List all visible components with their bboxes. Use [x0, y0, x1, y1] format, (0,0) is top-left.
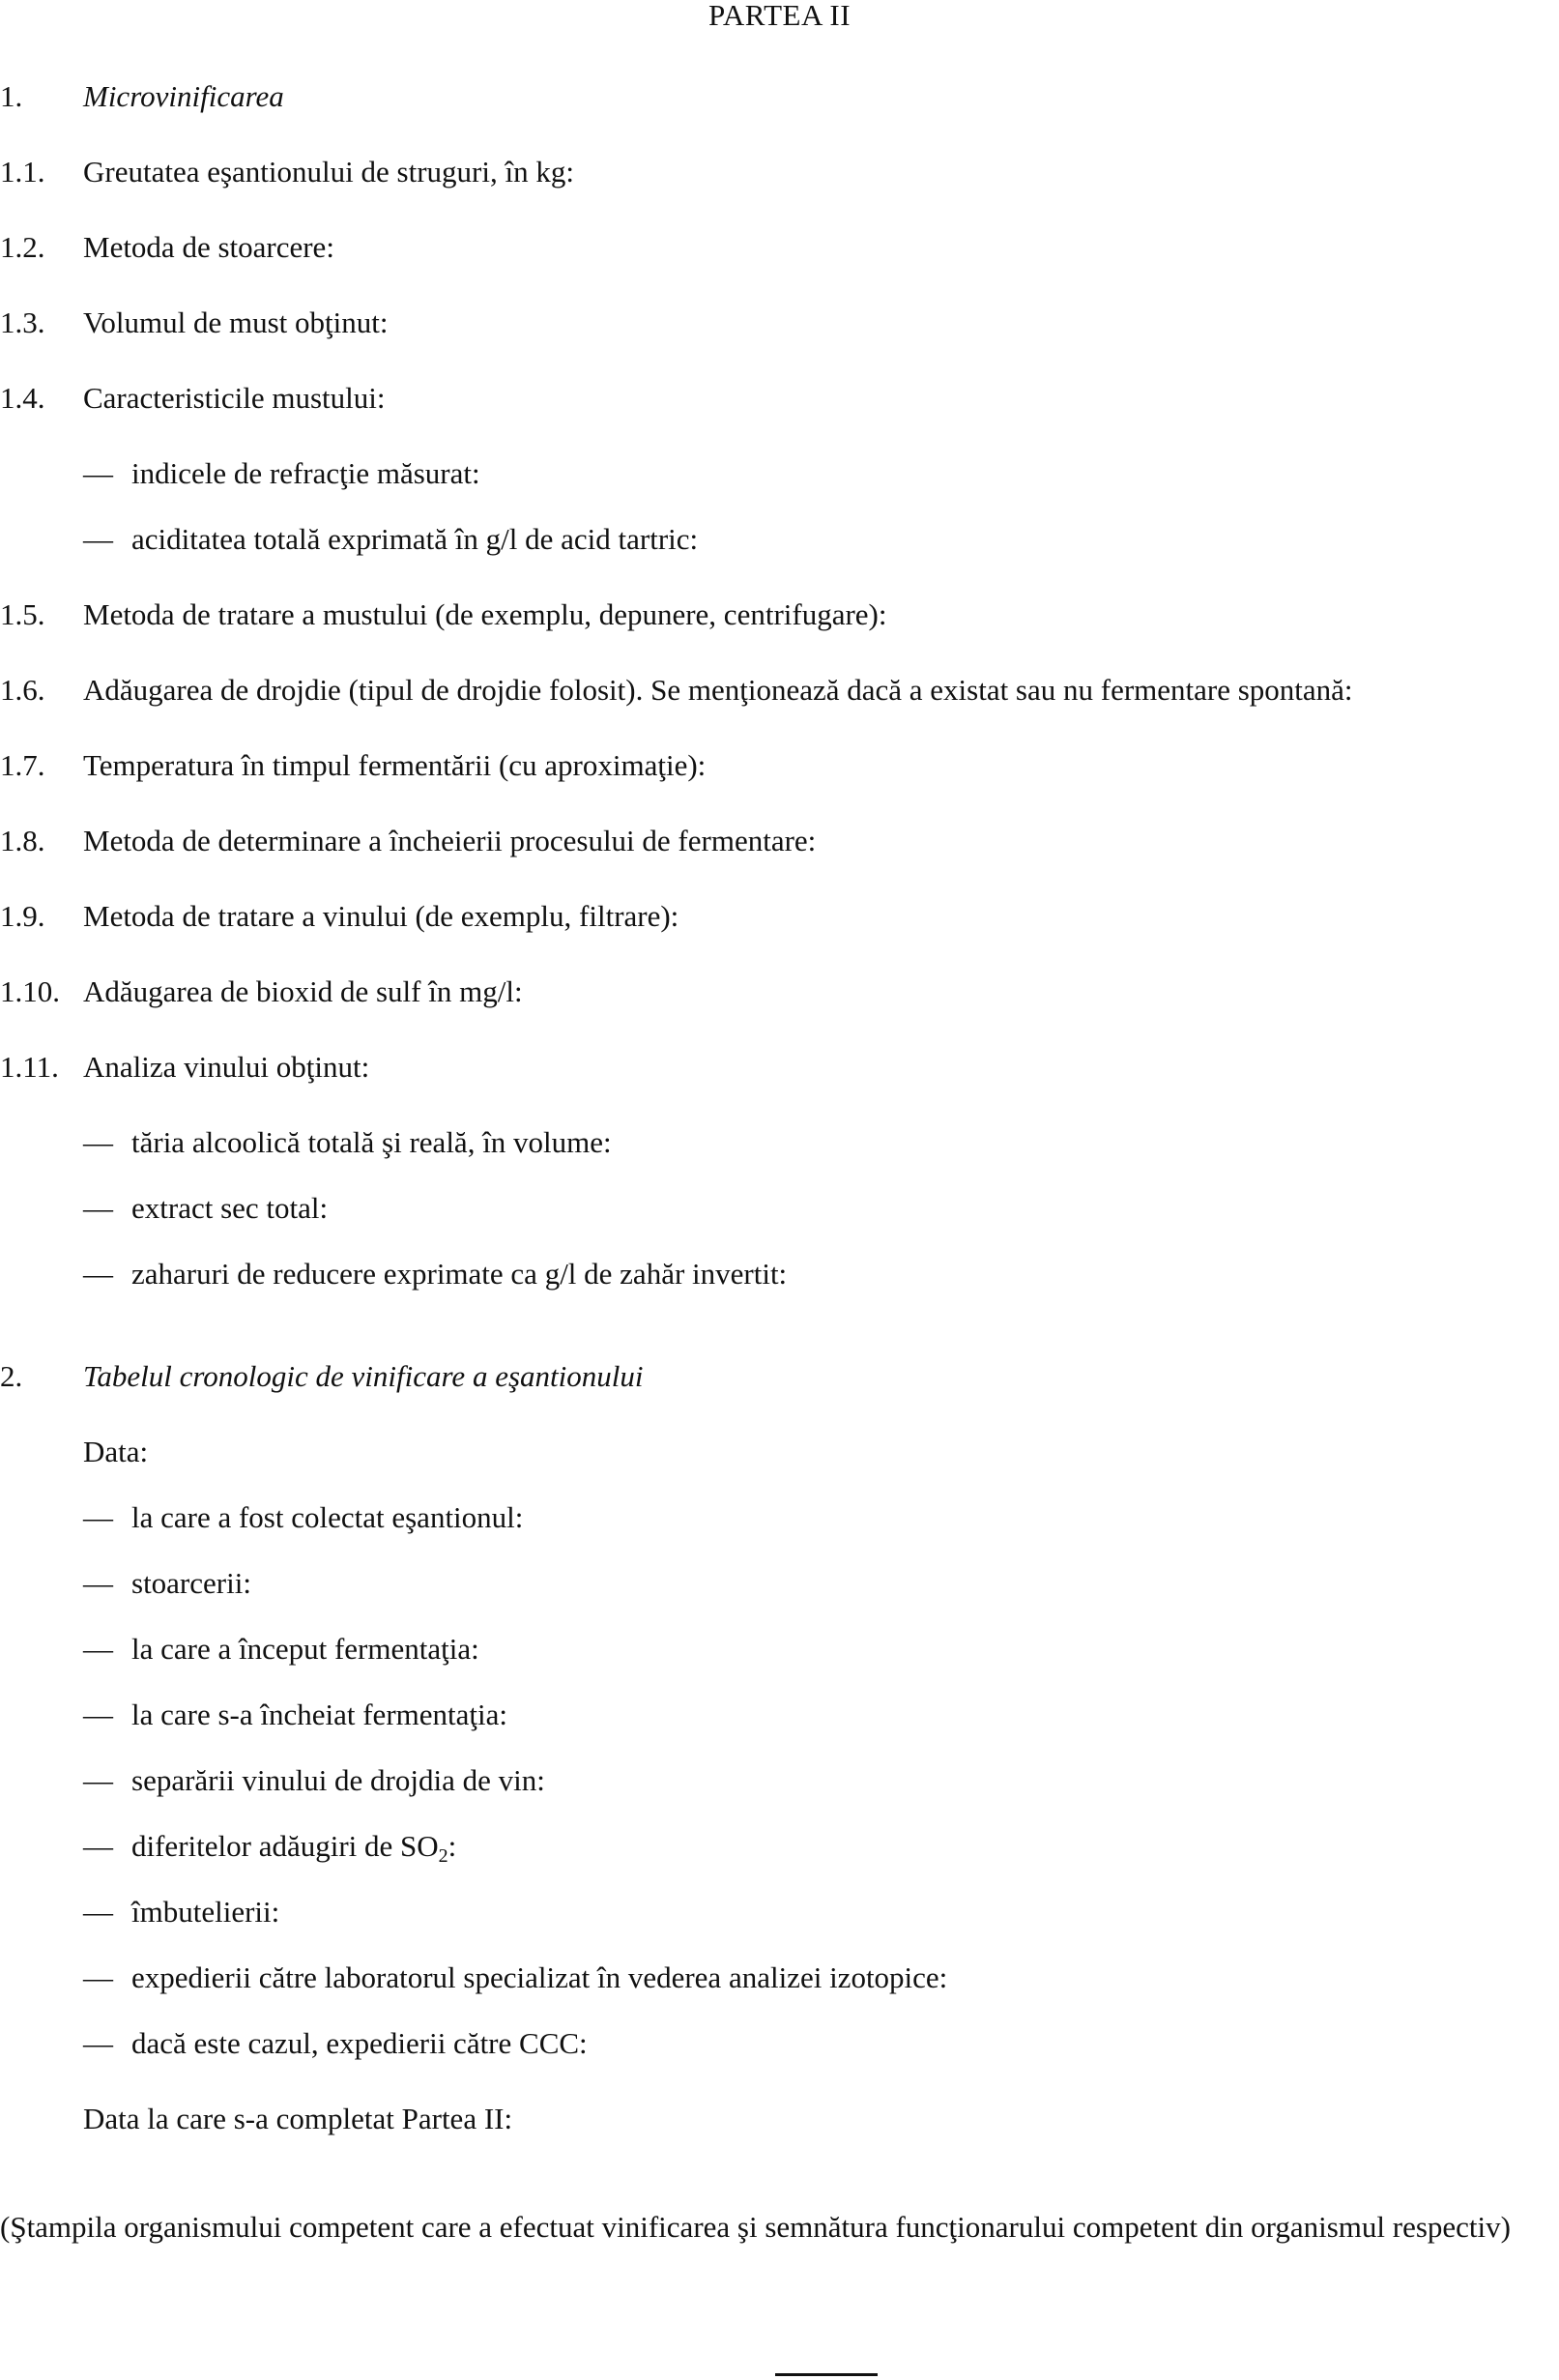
item-number: 1.8. — [0, 824, 45, 857]
stamp-signature-note: (Ştampila organismului competent care a efectuat vinificarea şi semnătura funcţionarului competent din organismul respectiv) — [0, 2210, 1511, 2244]
so2-suffix: : — [447, 1829, 457, 1863]
page-heading: PARTEA II — [707, 0, 852, 32]
item-text: Volumul de must obţinut: — [83, 305, 389, 339]
item-text: Adăugarea de bioxid de sulf în mg/l: — [83, 974, 523, 1008]
bullet-text: la care a început fermentaţia: — [131, 1632, 479, 1666]
dash-bullet: — — [83, 1698, 113, 1731]
bullet-text: la care s-a încheiat fermentaţia: — [131, 1698, 507, 1731]
item-text: Analiza vinului obţinut: — [83, 1050, 370, 1084]
item-text: Metoda de determinare a încheierii procesului de fermentare: — [83, 824, 817, 857]
item-text: Metoda de tratare a vinului (de exemplu, filtrare): — [83, 899, 679, 933]
section-title: Microvinificarea — [83, 79, 284, 113]
dash-bullet: — — [83, 1191, 113, 1225]
date-label: Data: — [83, 1435, 149, 1468]
dash-bullet: — — [83, 1763, 113, 1797]
item-text: Caracteristicile mustului: — [83, 381, 386, 415]
item-text: Metoda de tratare a mustului (de exemplu, depunere, centrifugare): — [83, 597, 887, 631]
section-number: 1. — [0, 79, 23, 113]
bullet-text: la care a fost colectat eşantionul: — [131, 1500, 524, 1534]
bullet-text: îmbutelierii: — [131, 1895, 280, 1929]
item-text: Adăugarea de drojdie (tipul de drojdie folosit). Se menţionează dacă a existat sau nu fermentare spontană: — [83, 673, 1353, 707]
bullet-text: aciditatea totală exprimată în g/l de acid tartric: — [131, 522, 699, 556]
item-number: 1.9. — [0, 899, 45, 933]
item-text: Temperatura în timpul fermentării (cu aproximaţie): — [83, 748, 707, 782]
dash-bullet: — — [83, 1960, 113, 1994]
item-number: 1.7. — [0, 748, 45, 782]
bullet-text: dacă este cazul, expedierii către CCC: — [131, 2026, 588, 2060]
item-text: Greutatea eşantionului de struguri, în kg: — [83, 155, 574, 189]
item-number: 1.5. — [0, 597, 45, 631]
dash-bullet: — — [83, 1125, 113, 1159]
bullet-text: zaharuri de reducere exprimate ca g/l de zahăr invertit: — [131, 1257, 788, 1291]
bullet-text: tăria alcoolică totală şi reală, în volume: — [131, 1125, 612, 1159]
item-number: 1.6. — [0, 673, 45, 707]
dash-bullet: — — [83, 1632, 113, 1666]
bullet-text: stoarcerii: — [131, 1566, 251, 1600]
dash-bullet: — — [83, 1500, 113, 1534]
item-text: Metoda de stoarcere: — [83, 230, 334, 264]
bullet-text: separării vinului de drojdia de vin: — [131, 1763, 545, 1797]
item-number: 1.11. — [0, 1050, 59, 1084]
dash-bullet: — — [83, 1895, 113, 1929]
bullet-text — [131, 1829, 457, 1867]
item-number: 1.1. — [0, 155, 45, 189]
dash-bullet: — — [83, 1566, 113, 1600]
dash-bullet: — — [83, 2026, 113, 2060]
section-title: Tabelul cronologic de vinificare a eşantionului — [83, 1359, 644, 1393]
item-number: 1.3. — [0, 305, 45, 339]
completion-date-label: Data la care s-a completat Partea II: — [83, 2102, 513, 2135]
item-number: 1.10. — [0, 974, 60, 1008]
bullet-text: extract sec total: — [131, 1191, 329, 1225]
dash-bullet: — — [83, 1257, 113, 1291]
section-number: 2. — [0, 1359, 23, 1393]
bullet-text: expedierii către laboratorul specializat în vederea analizei izotopice: — [131, 1960, 948, 1994]
footnote-rule — [775, 2373, 878, 2376]
so2-subscript: 2 — [438, 1845, 448, 1867]
item-number: 1.2. — [0, 230, 45, 264]
dash-bullet: — — [83, 522, 113, 556]
bullet-text: indicele de refracţie măsurat: — [131, 456, 480, 490]
item-number: 1.4. — [0, 381, 45, 415]
dash-bullet: — — [83, 1829, 113, 1863]
so2-text: diferitelor adăugiri de SO — [131, 1829, 439, 1863]
dash-bullet: — — [83, 456, 113, 490]
